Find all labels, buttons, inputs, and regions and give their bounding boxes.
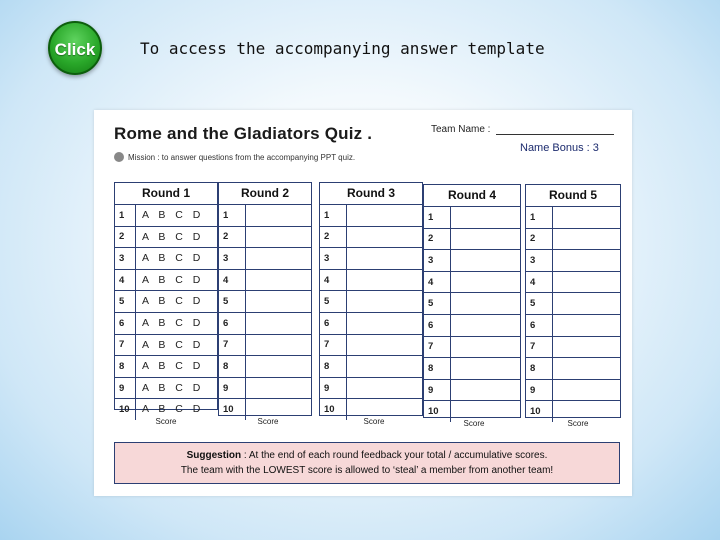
suggestion-line-1: : At the end of each round feedback your total / accumulative scores.: [241, 450, 548, 461]
mission-icon: [114, 152, 124, 162]
round-2-score: Score: [257, 417, 279, 426]
round-5-score: Score: [567, 419, 589, 428]
round-4-score: Score: [463, 419, 485, 428]
quiz-title: Rome and the Gladiators Quiz .: [114, 124, 373, 143]
click-button[interactable]: Click: [48, 21, 102, 75]
mission-text: Mission : to answer questions from the accompanying PPT quiz.: [128, 152, 356, 162]
answer-template-image: [94, 110, 632, 496]
round-1-heading: Round 1: [115, 183, 217, 205]
round-5-heading: Round 5: [526, 185, 620, 207]
round-1-score: Score: [155, 417, 177, 426]
round-3-heading: Round 3: [320, 183, 422, 205]
suggestion-title: Suggestion: [186, 450, 242, 461]
suggestion-line-2: The team with the LOWEST score is allowed to ‘steal’ a member from another team!: [180, 465, 554, 476]
round-1-table: Round 1 1 A B C D 2 A B C D 3 A B C D 4 A B C D 5 A B C D 6 A B C D 7 A B C D 8 A B C D 9 A B C D 10 A B C D: [114, 182, 218, 410]
round-2-heading: Round 2: [219, 183, 311, 205]
mission-line: [114, 152, 355, 162]
team-name-label: Team Name :: [431, 124, 491, 135]
round-3-table: Round 3 1 2 3 4 5 6 7 8 9 10: [319, 182, 423, 416]
caption-text: To access the accompanying answer template: [140, 39, 545, 58]
round-3-score: Score: [363, 417, 385, 426]
team-name-field: [431, 124, 614, 135]
name-bonus: Name Bonus : 3: [520, 142, 599, 154]
suggestion-banner: [114, 442, 620, 484]
round-4-heading: Round 4: [424, 185, 520, 207]
round-2-table: Round 2 1 2 3 4 5 6 7 8 9 10: [218, 182, 312, 416]
round-4-table: Round 4 1 2 3 4 5 6 7 8 9 10: [423, 184, 521, 418]
round-5-table: Round 5 1 2 3 4 5 6 7 8 9 10: [525, 184, 621, 418]
